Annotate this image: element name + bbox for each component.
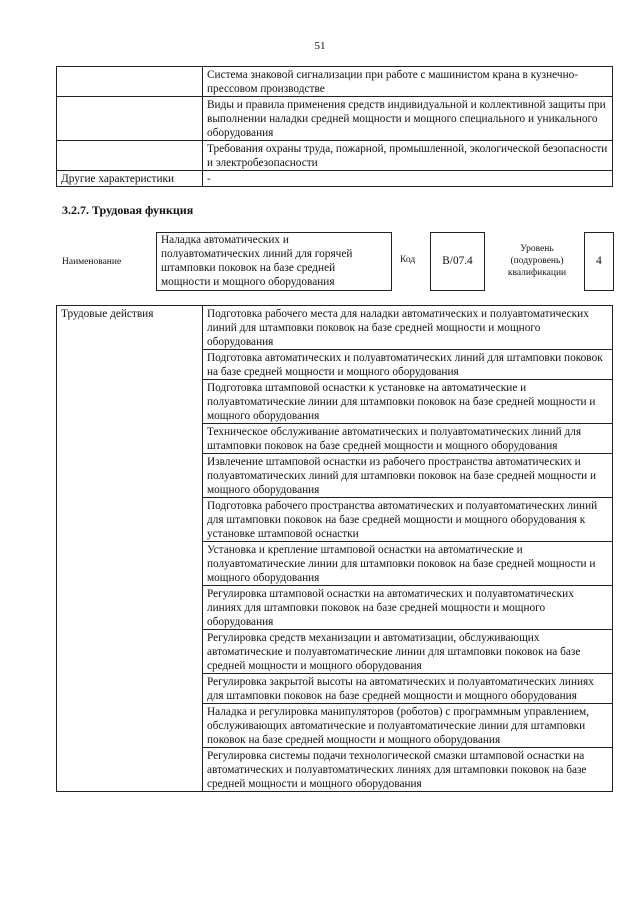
row-label: Другие характеристики (57, 171, 203, 187)
table-row (57, 171, 613, 187)
function-code-value: В/07.4 (430, 232, 485, 291)
table-row (57, 67, 613, 97)
name-label: Наименование (62, 257, 122, 267)
page-number: 51 (314, 40, 326, 52)
action-item: Установка и крепление штамповой оснастки на автоматические и полуавтоматические линии для штамповки поковок на базе средней мощности и мощного оборудования (203, 542, 613, 586)
knowledge-table (56, 66, 613, 187)
action-item: Подготовка рабочего места для наладки автоматических и полуавтоматических линий для штамповки поковок на базе средней мощности и мощного оборудования (203, 306, 613, 350)
action-item: Регулировка закрытой высоты на автоматических и полуавтоматических линиях для штамповки поковок на базе средней мощности и мощного оборудования (203, 674, 613, 704)
row-label (57, 97, 203, 141)
function-level-value: 4 (584, 232, 614, 291)
actions-table (56, 305, 613, 792)
level-label: Уровень (подуровень) квалификации (507, 244, 567, 278)
section-title: 3.2.7. Трудовая функция (62, 203, 194, 217)
action-item: Регулировка системы подачи технологической смазки штамповой оснастки на автоматических и полуавтоматических линиях для штамповки поковок на базе средней мощности и мощного оборудования (203, 748, 613, 792)
row-text: Система знаковой сигнализации при работе с машинистом крана в кузнечно-прессовом производстве (203, 67, 613, 97)
action-item: Подготовка рабочего пространства автоматических и полуавтоматических линий для штамповки поковок на базе средней мощности и мощного оборудования к установке штамповой оснастки (203, 498, 613, 542)
row-label (57, 67, 203, 97)
row-text: Требования охраны труда, пожарной, промышленной, экологической безопасности и электробезопасности (203, 141, 613, 171)
action-item: Наладка и регулировка манипуляторов (роботов) с программным управлением, обслуживающих автоматические и полуавтоматические линии для штамповки поковок на базе средней мощности и мощного оборудования (203, 704, 613, 748)
function-name-value: Наладка автоматических и полуавтоматических линий для горячей штамповки поковок на базе средней мощности и мощного оборудования (156, 232, 392, 291)
actions-label: Трудовые действия (57, 306, 203, 792)
row-text: Виды и правила применения средств индивидуальной и коллективной защиты при выполнении наладки средней мощности и мощного специального и уникального оборудования (203, 97, 613, 141)
action-item: Подготовка автоматических и полуавтоматических линий для штамповки поковок на базе средней мощности и мощного оборудования (203, 350, 613, 380)
action-item: Извлечение штамповой оснастки из рабочего пространства автоматических и полуавтоматических линий для штамповки поковок на базе средней мощности и мощного оборудования (203, 454, 613, 498)
code-label: Код (400, 255, 416, 265)
action-item: Регулировка штамповой оснастки на автоматических и полуавтоматических линиях для штамповки поковок на базе средней мощности и мощного оборудования (203, 586, 613, 630)
table-row (57, 306, 613, 350)
action-item: Подготовка штамповой оснастки к установке на автоматические и полуавтоматические линии для штамповки поковок на базе средней мощности и мощного оборудования (203, 380, 613, 424)
action-item: Техническое обслуживание автоматических и полуавтоматических линий для штамповки поковок на базе средней мощности и мощного оборудования (203, 424, 613, 454)
table-row (57, 141, 613, 171)
row-label (57, 141, 203, 171)
action-item: Регулировка средств механизации и автоматизации, обслуживающих автоматические и полуавтоматические линии для штамповки поковок на базе средней мощности и мощного оборудования (203, 630, 613, 674)
row-text: - (203, 171, 613, 187)
table-row (57, 97, 613, 141)
